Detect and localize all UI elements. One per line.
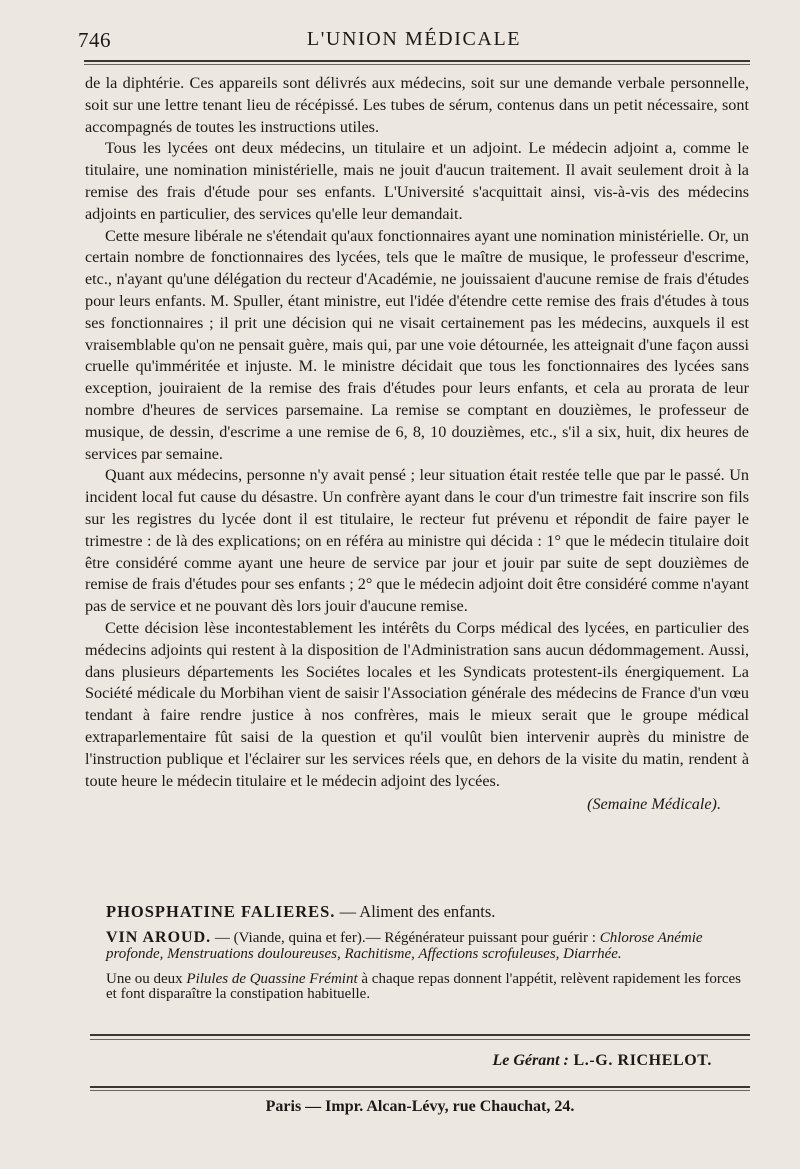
ad-phosphatine-text: — Aliment des enfants. (335, 902, 496, 921)
ad-pilules-post: à chaque repas donnent l'appétit, relèvent rapidement les forces et font disparaître la constipation habituelle. (106, 971, 742, 1002)
advertisements (88, 902, 750, 1002)
paragraph-2: Tous les lycées ont deux médecins, un titulaire et un adjoint. Le médecin adjoint a, comme le titulaire, une nomination ministérielle, mais ne jouit d'aucun traitement. Il avait seulement droit à la remise des frais d'étude pour ses enfants. L'Université s'acquittait ainsi, vis-à-vis des médecins adjoints en particulier, des services qu'elle leur demandait. (85, 139, 749, 223)
printer-imprint: Paris — Impr. Alcan-Lévy, rue Chauchat, 24. (265, 1098, 575, 1115)
running-title: L'UNION MÉDICALE (306, 28, 522, 50)
ad-phosphatine (106, 902, 750, 922)
ad-vin-aroud-text: — (Viande, quina et fer).— Régénérateur puissant pour guérir : (211, 930, 600, 946)
article-body (85, 73, 749, 816)
ad-vin-aroud-brand: VIN AROUD. (106, 929, 212, 946)
gerant-line (90, 1052, 712, 1070)
imprint-rule (90, 1086, 750, 1088)
footer-rule (90, 1034, 750, 1036)
ad-pilules-pre: Une ou deux (106, 971, 187, 987)
ad-phosphatine-brand: PHOSPHATINE FALIERES. (106, 902, 336, 921)
paragraph-4: Quant aux médecins, personne n'y avait pensé ; leur situation était restée telle que par le passé. Un incident local fut cause du désastre. Un confrère ayant dans le cour d'un trimestre fait inscrire son fils sur les registres du lycée dont il est titulaire, le recteur fut prévenu et répondit de faire payer le trimestre : de là des explications; on en référa au ministre qui décida : 1° que le médecin titulaire doit être considéré comme ayant une heure de service par jour et jouir par suite de sept douzièmes de remise de frais d'études pour ses enfants ; 2° que le médecin adjoint doit être considéré comme n'ayant pas de service et ne pouvant dès lors jouir d'aucune remise. (85, 466, 749, 616)
ad-vin-aroud (106, 930, 750, 962)
header-rule (84, 60, 750, 62)
header-rule-thin (84, 64, 750, 65)
gerant-label: Le Gérant : (492, 1052, 569, 1069)
paragraph-5: Cette décision lèse incontestablement les intérêts du Corps médical des lycées, en particulier des médecins adjoints qui restent à la disposition de l'Administration sans aucun dédommagement. Aussi, dans plusieurs départements les Sociétes locales et les Syndicats protestent-ils énergiquement. La Société médicale du Morbihan vient de saisir l'Association générale des médecins de France d'un vœu tendant à faire rendre justice à nos confrères, mais le mieux serait que le groupe médical extraparlementaire fût saisi de la question et qu'il voulût bien intervenir auprès du ministre de l'instruction publique et l'éclairer sur les services réels que, en dehors de la visite du matin, rendent à toute heure le médecin titulaire et le médecin adjoint des lycées. (85, 618, 749, 790)
ad-vin-aroud-italic: Chlorose Anémie profonde, Menstruations douloureuses, Rachitisme, Affections scrofuleuses, Diarrhée. (106, 930, 703, 962)
ad-pilules (106, 972, 750, 1002)
paragraph-3: Cette mesure libérale ne s'étendait qu'aux fonctionnaires ayant une nomination ministérielle. Or, un certain nombre de fonctionnaires des lycées, tels que le maître de musique, le professeur d'escrime, etc., n'ayant qu'une délégation du recteur d'Académie, ne jouissaient d'aucune remise de frais d'études pour leurs enfants. M. Spuller, étant ministre, eut l'idée d'étendre cette remise des frais d'études à tous ses fonctionnaires ; il prit une décision qui ne visait certainement pas les médecins, auxquels il est vraisemblable qu'on ne pensait guère, mais qui, par une voie détournée, les atteignait d'une façon aussi cruelle qu'imméritée et injuste. M. le ministre décidait que tous les fonctionnaires des lycées sans exception, jouiraient de la remise des frais d'études pour leurs enfants, et cela au prorata de leur nombre d'heures de services parsemaine. La remise se comptant en douzièmes, le professeur de musique, de dessin, d'escrime a une remise de 6, 8, 10 douzièmes, etc., s'il a six, huit, dix heures de services par semaine. (85, 226, 749, 463)
paragraph-1: de la diphtérie. Ces appareils sont délivrés aux médecins, soit sur une demande verbale personnelle, soit sur une lettre tenant lieu de récépissé. Les tubes de sérum, contenus dans un petit nécessaire, sont accompagnés de toutes les instructions utiles. (85, 74, 749, 136)
page-number: 746 (78, 28, 111, 52)
gerant-name: L.-G. RICHELOT. (568, 1052, 712, 1069)
source-citation: (Semaine Médicale). (587, 795, 721, 814)
imprint-rule-thin (90, 1090, 750, 1091)
ad-pilules-name: Pilules de Quassine Frémint (186, 971, 358, 987)
footer-rule-thin (90, 1039, 750, 1040)
page-header (78, 26, 750, 54)
